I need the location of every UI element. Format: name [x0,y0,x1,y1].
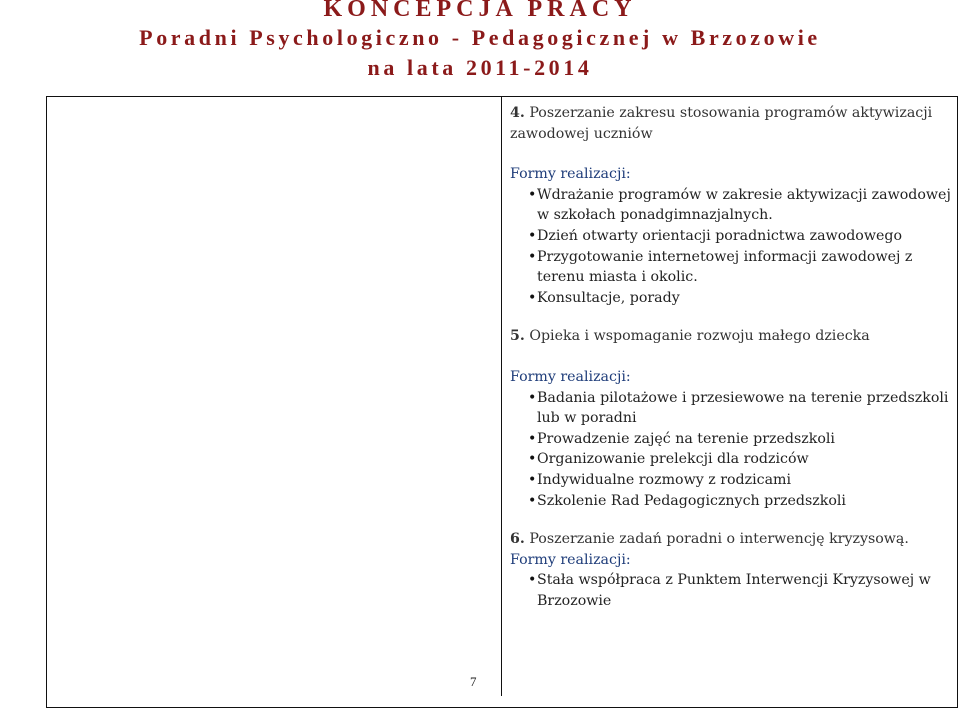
list-item: • Stała współpraca z Punktem Interwencji Kryzysowej w Brzozowie [510,570,955,611]
list-item: • Indywidualne rozmowy z rodzicami [510,470,955,491]
table-column-divider [501,96,502,696]
section-heading-text: Opieka i wspomaganie rozwoju małego dziecka [529,328,870,345]
bullet-list [510,185,955,309]
bullet-list [510,388,955,512]
list-item: • Szkolenie Rad Pedagogicznych przedszkoli [510,491,955,512]
section-number: 4. [510,105,525,121]
section-heading [510,326,955,347]
section-4 [510,103,955,308]
document-period: na lata 2011-2014 [367,55,593,80]
forms-label: Formy realizacji: [510,166,631,183]
section-heading-text: Poszerzanie zadań poradni o interwencję kryzysową. [529,531,909,548]
section-6 [510,529,955,611]
list-item: • Organizowanie prelekcji dla rodziców [510,449,955,470]
forms-label: Formy realizacji: [510,551,631,568]
section-number: 5. [510,328,525,345]
list-item: • Przygotowanie internetowej informacji zawodowej z terenu miasta i okolic. [510,247,955,288]
table-right-cell [510,103,955,611]
bullet-list [510,570,955,611]
list-item: • Dzień otwarty orientacji poradnictwa zawodowego [510,226,955,247]
section-5 [510,326,955,511]
section-heading [510,103,955,144]
section-number: 6. [510,531,525,548]
list-item: • Konsultacje, porady [510,288,955,309]
list-item: • Wdrażanie programów w zakresie aktywizacji zawodowej w szkołach ponadgimnazjalnych. [510,185,955,226]
section-heading-text: Poszerzanie zakresu stosowania programów aktywizacji zawodowej uczniów [510,105,933,142]
document-title: KONCEPCJA PRACY [323,0,637,22]
list-item: • Prowadzenie zajęć na terenie przedszkoli [510,429,955,450]
forms-label: Formy realizacji: [510,368,631,385]
page-number: 7 [470,674,477,689]
section-heading [510,529,955,550]
list-item: • Badania pilotażowe i przesiewowe na terenie przedszkoli lub w poradni [510,388,955,429]
document-subtitle: Poradni Psychologiczno - Pedagogicznej w Brzozowie [139,25,821,50]
